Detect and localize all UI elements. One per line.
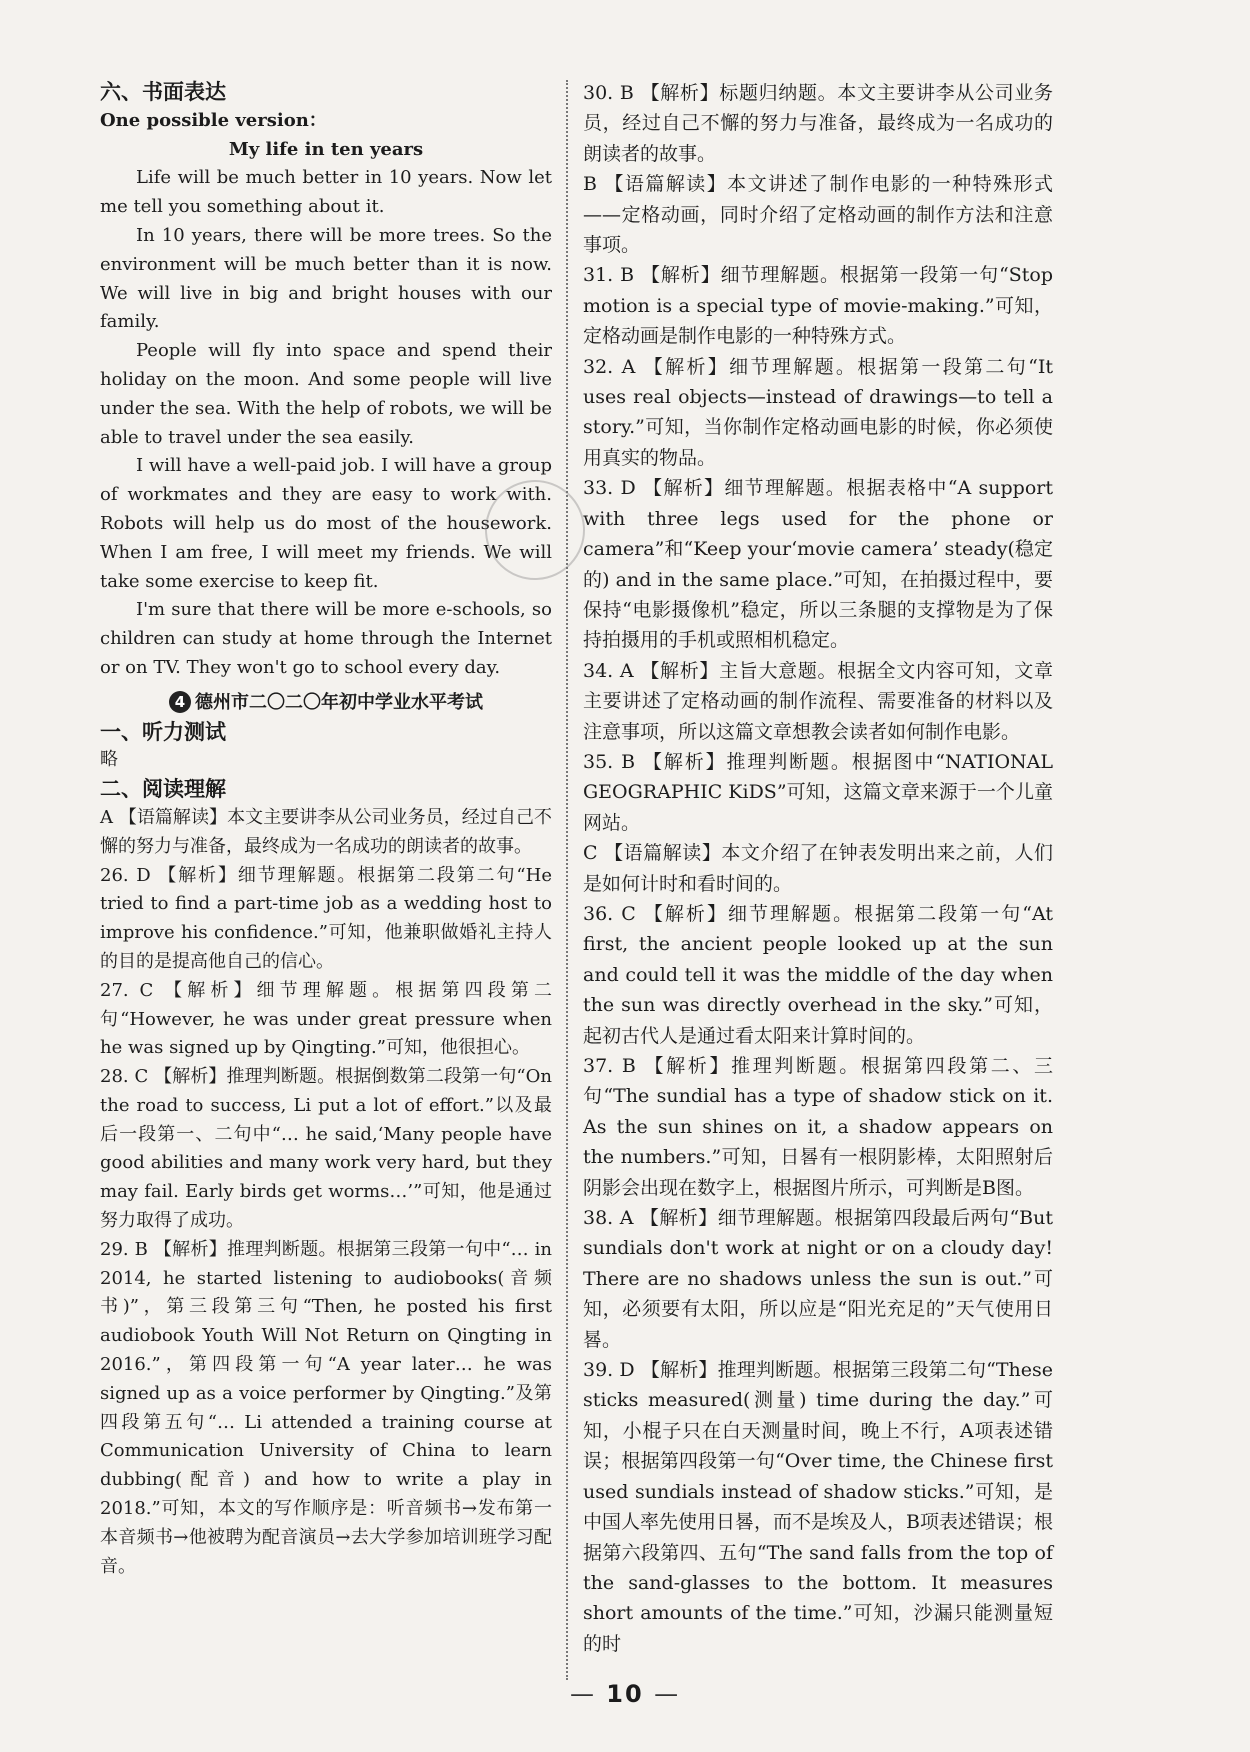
answer-item: 37. B 【解析】推理判断题。根据第四段第二、三句“The sundial has a type of shadow stick on it. As the sun shines on it, a shadow appears on the numbers.”可知，日晷有一根阴影棒，太阳照射后阴影会出现在数字上，根据图片所示，可判断是B图。 xyxy=(583,1055,1053,1199)
answer-item: 30. B 【解析】标题归纳题。本文主要讲李从公司业务员，经过自己不懈的努力与准备，最终成为一名成功的朗读者的故事。 xyxy=(583,82,1053,165)
column-divider xyxy=(566,80,568,1680)
left-column xyxy=(100,78,552,1581)
answer-item: 35. B 【解析】推理判断题。根据图中“NATIONAL GEOGRAPHIC KiDS”可知，这篇文章来源于一个儿童网站。 xyxy=(583,750,1053,834)
version-label: One possible version： xyxy=(100,109,327,131)
page-number-dash-left: — xyxy=(569,1680,596,1708)
essay-paragraph: I will have a well-paid job. I will have a group of workmates and they are easy to work with. Robots will help us do most of the housework. When I am free, I will meet my friends. We will take some exercise to keep fit. xyxy=(100,455,552,592)
exam-number-badge: 4 xyxy=(169,691,191,713)
answer-item: 39. D 【解析】推理判断题。根据第三段第二句“These sticks measured(测量) time during the day.”可知，小棍子只在白天测量时间，晚上不行，A项表述错误；根据第四段第一句“Over time, the Chinese first used sundials instead of shadow sticks.”可知，是中国人率先使用日晷，而不是埃及人，B项表述错误；根据第六段第四、五句“The sand falls from the top of the sand-glasses to the bottom. It measures short amounts of the time.”可知，沙漏只能测量短的时 xyxy=(583,1359,1053,1655)
answer-item: 36. C 【解析】细节理解题。根据第二段第一句“At first, the ancient people looked up at the sun and could tell it was the middle of the day when the sun was directly overhead in the sky.”可知，起初古代人是通过看太阳来计算时间的。 xyxy=(583,902,1053,1047)
essay-paragraph: People will fly into space and spend their holiday on the moon. And some people will live under the sea. With the help of robots, we will be able to travel under the sea easily. xyxy=(100,340,552,448)
reading-heading: 二、阅读理解 xyxy=(100,777,226,802)
answer-item: 26. D 【解析】细节理解题。根据第二段第二句“He tried to find a part-time job as a wedding host to improve his confidence.”可知，他兼职做婚礼主持人的目的是提高他自己的信心。 xyxy=(100,864,552,972)
page-number-value: 10 xyxy=(606,1680,644,1708)
page-number-dash-right: — xyxy=(654,1680,681,1708)
passage-b-summary: B 【语篇解读】本文讲述了制作电影的一种特殊形式——定格动画，同时介绍了定格动画的制作方法和注意事项。 xyxy=(583,173,1053,257)
page-number xyxy=(0,1680,1250,1708)
answer-item: 29. B 【解析】推理判断题。根据第三段第一句中“… in 2014, he started listening to audiobooks(音频书)”，第三段第三句“Then, he posted his first audiobook Youth Will Not Return on Qingting in 2016.”，第四段第一句“A year later… he was signed up as a voice performer by Qingting.”及第四段第五句“… Li attended a training course at Communication University of China to learn dubbing(配音) and how to write a play in 2018.”可知，本文的写作顺序是：听音频书→发布第一本音频书→他被聘为配音演员→去大学参加培训班学习配音。 xyxy=(100,1238,552,1577)
answer-item: 38. A 【解析】细节理解题。根据第四段最后两句“But sundials don't work at night or on a cloudy day! There are no shadows unless the sun is out.”可知，必须要有太阳，所以应是“阳光充足的”天气使用日晷。 xyxy=(583,1207,1053,1351)
right-column xyxy=(583,78,1053,1659)
answer-item: 27. C 【解析】细节理解题。根据第四段第二句“However, he was under great pressure when he was signed up by Qingting.”可知，他很担心。 xyxy=(100,979,552,1059)
passage-c-summary: C 【语篇解读】本文介绍了在钟表发明出来之前，人们是如何计时和看时间的。 xyxy=(583,842,1053,895)
passage-a-summary: A 【语篇解读】本文主要讲李从公司业务员，经过自己不懈的努力与准备，最终成为一名成功的朗读者的故事。 xyxy=(100,806,552,857)
section6-heading: 六、书面表达 xyxy=(100,80,226,104)
listening-note: 略 xyxy=(100,749,118,771)
answer-item: 28. C 【解析】推理判断题。根据倒数第二段第一句“On the road to success, Li put a lot of effort.”以及最后一段第一、二句中“… he said,‘Many people have good abilities and many work very hard, but they may fail. Early birds get worms…’”可知，他是通过努力取得了成功。 xyxy=(100,1066,552,1232)
answer-item: 32. A 【解析】细节理解题。根据第一段第二句“It uses real objects—instead of drawings—to tell a story.”可知，当你制作定格动画电影的时候，你必须使用真实的物品。 xyxy=(583,355,1053,469)
essay-paragraph: Life will be much better in 10 years. Now let me tell you something about it. xyxy=(100,167,552,218)
answer-item: 34. A 【解析】主旨大意题。根据全文内容可知，文章主要讲述了定格动画的制作流程、需要准备的材料以及注意事项，所以这篇文章想教会读者如何制作电影。 xyxy=(583,659,1053,743)
essay-title: My life in ten years xyxy=(228,138,424,160)
answer-item: 31. B 【解析】细节理解题。根据第一段第一句“Stop motion is a special type of movie-making.”可知，定格动画是制作电影的一种特殊方式。 xyxy=(583,264,1053,348)
listening-heading: 一、听力测试 xyxy=(100,719,226,744)
exam-title xyxy=(100,689,552,718)
answer-item: 33. D 【解析】细节理解题。根据表格中“A support with three legs used for the phone or camera”和“Keep your‘movie camera’ steady(稳定的) and in the same place.”可知，在拍摄过程中，要保持“电影摄像机”稳定，所以三条腿的支撑物是为了保持拍摄用的手机或照相机稳定。 xyxy=(583,477,1053,652)
exam-title-text: 德州市二〇二〇年初中学业水平考试 xyxy=(195,691,483,713)
essay-paragraph: In 10 years, there will be more trees. So the environment will be much better than it is now. We will live in big and bright houses with our family. xyxy=(100,224,552,333)
essay-paragraph: I'm sure that there will be more e-schools, so children can study at home through the Internet or on TV. They won't go to school every day. xyxy=(100,599,552,678)
